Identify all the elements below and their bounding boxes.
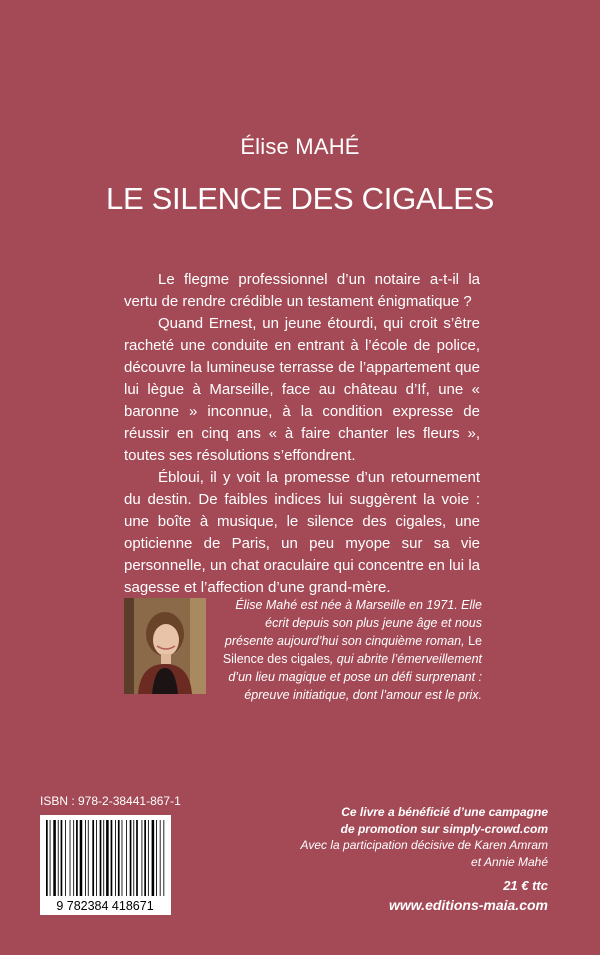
blurb-paragraph: Le flegme professionnel d’un notaire a-t-il la vertu de rendre crédible un testament énigmatique ? — [124, 271, 480, 310]
barcode-bar — [163, 820, 164, 896]
credits-line: et Annie Mahé — [471, 854, 548, 869]
barcode-bar — [156, 820, 157, 896]
bio-text: Élise Mahé est née à Marseille en 1971. Elle écrit depuis son plus jeune âge et nous présente aujourd’hui son cinquième roman, — [224, 598, 482, 648]
barcode-bar — [100, 820, 102, 896]
barcode-bar — [70, 820, 71, 896]
credits-line: Avec la participation décisive de Karen Amram — [300, 838, 548, 852]
barcode-bar — [148, 820, 149, 896]
barcode-bar — [58, 820, 59, 896]
barcode — [40, 815, 171, 915]
book-title: LE SILENCE DES CIGALES — [106, 181, 494, 216]
barcode-bar — [73, 820, 74, 896]
barcode-bar — [152, 820, 155, 896]
barcode-bar — [76, 820, 78, 896]
barcode-bar — [160, 820, 161, 896]
barcode-bar — [80, 820, 83, 896]
author-name: Élise MAHÉ — [240, 134, 360, 159]
publisher-website: www.editions-maia.com — [389, 897, 548, 913]
barcode-bar — [88, 820, 89, 896]
barcode-digits: 9 782384 418671 — [56, 899, 154, 913]
barcode-bar — [61, 820, 63, 896]
bio-book-title: Le Silence des cigales — [222, 634, 482, 666]
barcode-bar — [85, 820, 86, 896]
barcode-bar — [133, 820, 134, 896]
barcode-bar — [50, 820, 51, 896]
blurb-paragraph: Ébloui, il y voit la promesse d’un retournement du destin. De faibles indices lui suggèrent la voie : une boîte à musique, le silence des cigales, une opticienne de Paris, un peu myope sur sa vie personnelle, un chat oraculaire qui concentre en lui la sagesse et l’affection d’une grand-mère. — [124, 469, 480, 596]
barcode-bar — [130, 820, 132, 896]
barcode-bar — [106, 820, 109, 896]
blurb — [124, 269, 480, 599]
author-photo — [124, 598, 206, 694]
barcode-bar — [111, 820, 113, 896]
barcode-bar — [126, 820, 127, 896]
price: 21 € ttc — [503, 878, 548, 893]
barcode-bar — [142, 820, 143, 896]
barcode-bar — [65, 820, 66, 896]
barcode-bar — [46, 820, 48, 896]
barcode-bar — [118, 820, 120, 896]
barcode-bar — [53, 820, 56, 896]
isbn-label: ISBN : 978-2-38441-867-1 — [40, 794, 181, 808]
author-bio — [214, 596, 482, 704]
barcode-bar — [136, 820, 138, 896]
barcode-bar — [115, 820, 116, 896]
barcode-bar — [122, 820, 123, 896]
credits-line: Ce livre a bénéficié d’une campagne — [341, 805, 548, 819]
credits-line: de promotion sur simply-crowd.com — [340, 821, 548, 836]
bio-text: , qui abrite l’émerveillement d’un lieu magique et pose un défi surprenant : épreuve initiatique, dont l’amour est le prix. — [228, 652, 482, 702]
barcode-bar — [96, 820, 97, 896]
blurb-paragraph: Quand Ernest, un jeune étourdi, qui croit s’être racheté une conduite en entrant à l’école de police, découvre la lumineuse terrasse de l’appartement que lui lègue à Marseille, face au château d’If, une « baronne » inconnue, à la condition expresse de réussir en cinq ans « à faire chanter les fleurs », toutes ses résolutions s’effondrent. — [124, 315, 480, 464]
barcode-bar — [92, 820, 94, 896]
barcode-bar — [144, 820, 146, 896]
credits — [290, 804, 548, 870]
barcode-bar — [103, 820, 104, 896]
